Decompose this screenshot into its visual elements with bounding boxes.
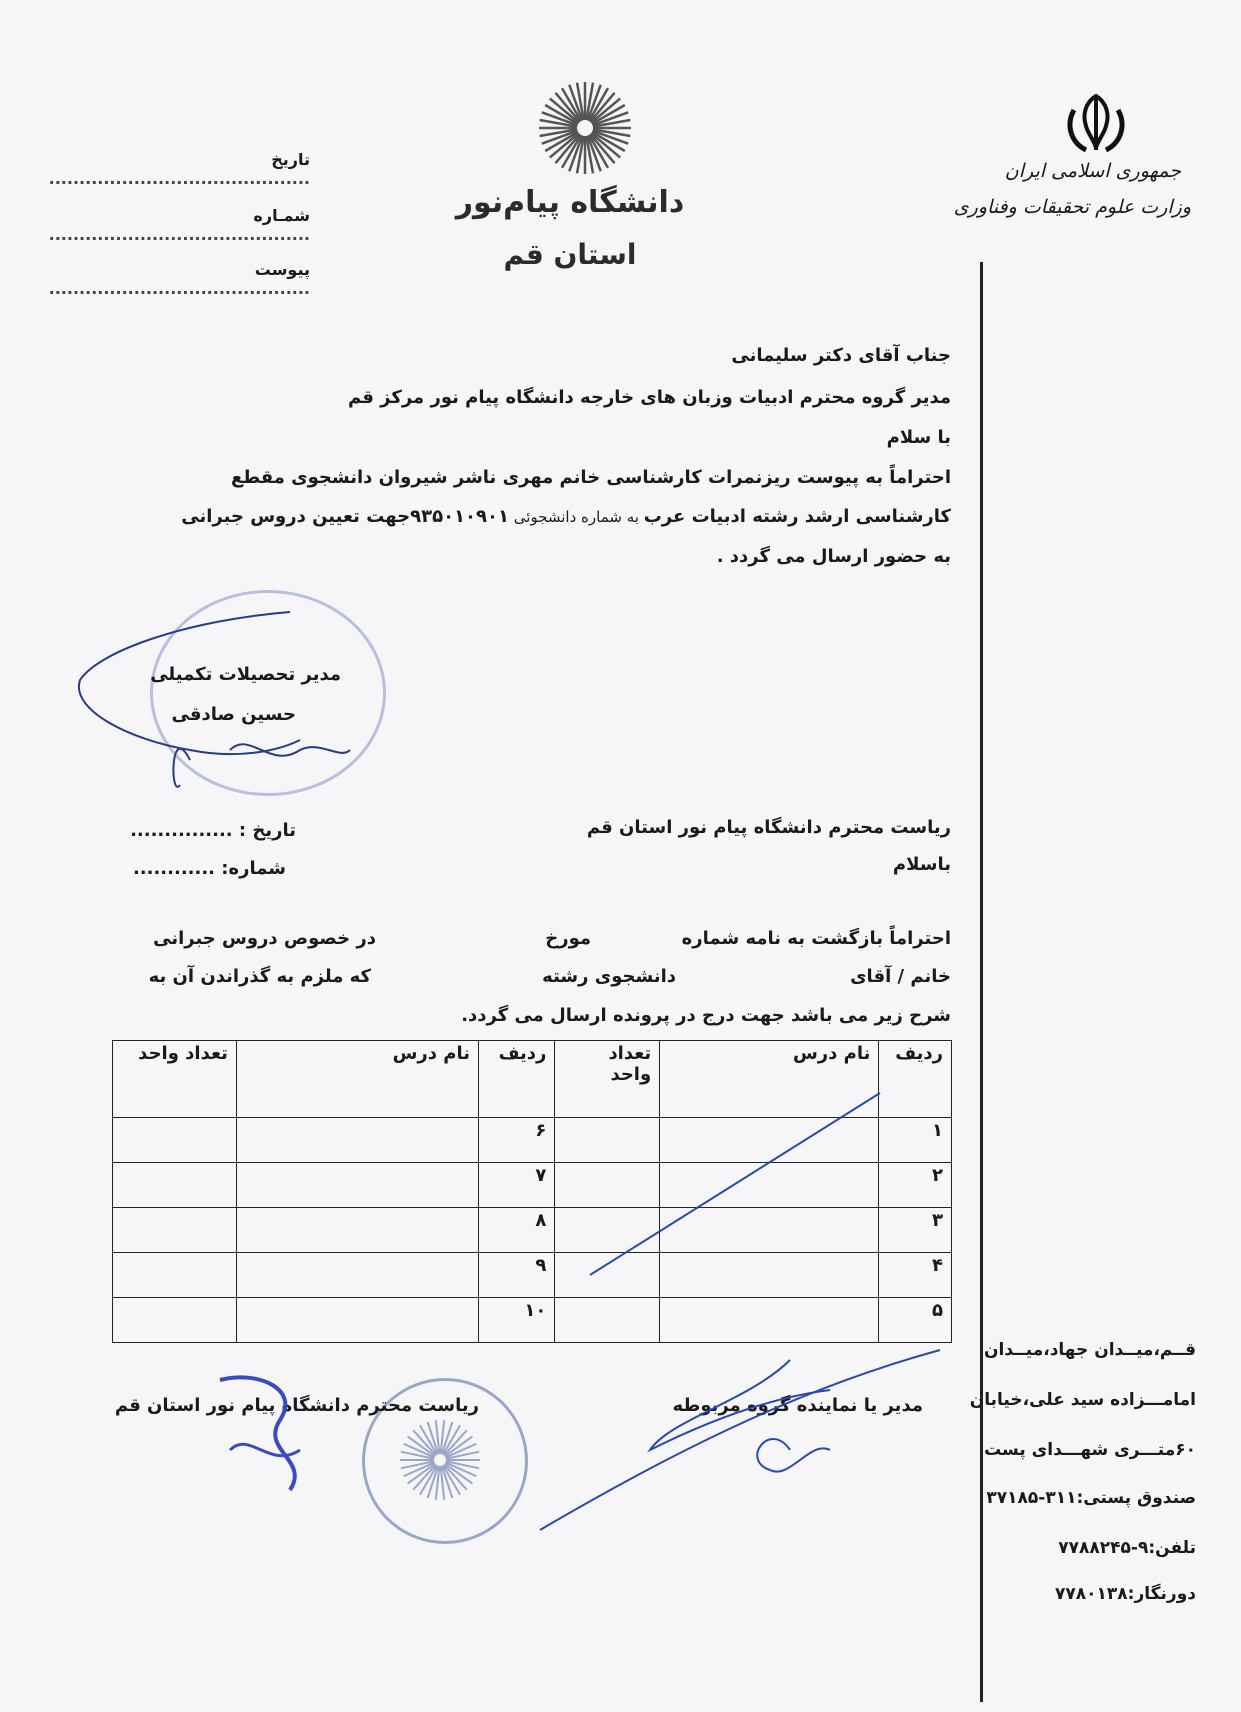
university-name: دانشگاه پیام‌نور	[455, 185, 685, 220]
table-header-cell: ردیف	[879, 1041, 952, 1118]
university-province: استان قم	[503, 238, 637, 271]
reply-line2-b: دانشجوی رشته	[542, 966, 676, 987]
table-header-cell: تعداد واحد	[113, 1041, 237, 1118]
header-date-label: تاریخ	[271, 150, 310, 169]
row-number-cell: ۱۰	[478, 1298, 554, 1343]
course-name-cell	[236, 1298, 478, 1343]
reply-line1-b: مورخ	[545, 928, 591, 949]
table-header-cell: ردیف	[478, 1041, 554, 1118]
letter-addressee-title: مدیر گروه محترم ادبیات وزبان های خارجه دانشگاه پیام نور مرکز قم	[348, 387, 951, 408]
group-manager-signature-icon	[530, 1340, 950, 1540]
letter-student-id: ۹۳۵۰۱۰۹۰۱جهت تعیین دروس جبرانی	[181, 506, 509, 527]
header-date-field	[48, 150, 310, 188]
table-header-cell: تعداد واحد	[555, 1041, 660, 1118]
header-number-dots: ...........................................	[48, 225, 310, 244]
row-number-cell: ۱	[879, 1118, 952, 1163]
header-attachment-field	[48, 260, 310, 298]
address-line: ۶۰متـــری شهـــدای پست	[984, 1440, 1196, 1460]
table-header-cell: نام درس	[236, 1041, 478, 1118]
address-line: امامـــزاده سید علی،خیابان	[969, 1390, 1196, 1410]
units-cell	[555, 1298, 660, 1343]
reply-line1-c: در خصوص دروس جبرانی	[153, 928, 376, 949]
phone-line: تلفن:۹-۷۷۸۸۲۴۵	[1058, 1538, 1196, 1558]
units-cell	[113, 1253, 237, 1298]
table-header-cell: نام درس	[660, 1041, 879, 1118]
reply-addressee: ریاست محترم دانشگاه پیام نور استان قم	[586, 817, 951, 838]
row-number-cell: ۸	[478, 1208, 554, 1253]
letter-addressee: جناب آقای دکتر سلیمانی	[731, 345, 951, 366]
units-cell	[113, 1298, 237, 1343]
country-name: جمهوری اسلامی ایران	[1004, 160, 1181, 182]
row-number-cell: ۳	[879, 1208, 952, 1253]
course-name-cell	[660, 1298, 879, 1343]
letter-body-line2	[181, 506, 951, 527]
strike-through-line-icon	[580, 1085, 900, 1285]
sidebar-divider	[980, 262, 983, 1702]
row-number-cell: ۶	[478, 1118, 554, 1163]
letter-field: کارشناسی ارشد رشته ادبیات عرب	[643, 506, 951, 527]
letter-body-line1: احتراماً به پیوست ریزنمرات کارشناسی خانم مهری ناشر شیروان دانشجوی مقطع	[230, 467, 951, 488]
header-attachment-label: پیوست	[254, 260, 310, 279]
payame-noor-logo-icon	[530, 78, 640, 178]
units-cell	[113, 1208, 237, 1253]
fax-line: دورنگار:۷۷۸۰۱۳۸	[1055, 1584, 1196, 1604]
group-manager-label: مدیر یا نماینده گروه مربوطه	[672, 1395, 923, 1416]
letter-student-id-label: به شماره دانشجوئی	[509, 508, 644, 526]
row-number-cell: ۴	[879, 1253, 952, 1298]
course-name-cell	[236, 1253, 478, 1298]
reply-line1-a: احتراماً بازگشت به نامه شماره	[681, 928, 951, 949]
reply-greeting: باسلام	[892, 854, 951, 875]
signer-name: حسین صادقی	[171, 704, 296, 725]
header-number-label: شمـاره	[253, 206, 310, 225]
header-number-field	[48, 206, 310, 244]
course-name-cell	[236, 1163, 478, 1208]
units-cell	[113, 1163, 237, 1208]
header-date-dots: ...........................................	[48, 169, 310, 188]
address-line: صندوق پستی:۳۱۱-۳۷۱۸۵	[986, 1488, 1196, 1508]
row-number-cell: ۲	[879, 1163, 952, 1208]
presidency-label: ریاست محترم دانشگاه پیام نور استان قم	[114, 1395, 479, 1416]
course-name-cell	[236, 1208, 478, 1253]
iran-emblem-icon	[1060, 88, 1132, 160]
table-row	[113, 1298, 952, 1343]
reply-number-label: شماره: ............	[132, 858, 286, 879]
stamp-logo-icon	[390, 1410, 490, 1510]
signer-title: مدیر تحصیلات تکمیلی	[150, 664, 341, 685]
letter-body-line3: به حضور ارسال می گردد .	[716, 546, 951, 567]
row-number-cell: ۷	[478, 1163, 554, 1208]
header-attachment-dots: ...........................................	[48, 279, 310, 298]
signature-scribble-icon	[70, 600, 370, 800]
units-cell	[113, 1118, 237, 1163]
presidency-signature-icon	[200, 1360, 350, 1510]
letter-greeting: با سلام	[886, 427, 951, 448]
reply-line2-c: که ملزم به گذراندن آن به	[148, 966, 371, 987]
reply-date-label: تاریخ : ...............	[130, 820, 296, 841]
course-name-cell	[236, 1118, 478, 1163]
reply-line2-a: خانم / آقای	[850, 966, 951, 987]
row-number-cell: ۵	[879, 1298, 952, 1343]
ministry-name: وزارت علوم تحقیقات وفناوری	[953, 196, 1191, 218]
reply-line3: شرح زیر می باشد جهت درج در پرونده ارسال می گردد.	[461, 1005, 951, 1026]
address-line: قــم،میــدان جهاد،میــدان	[984, 1340, 1196, 1360]
row-number-cell: ۹	[478, 1253, 554, 1298]
